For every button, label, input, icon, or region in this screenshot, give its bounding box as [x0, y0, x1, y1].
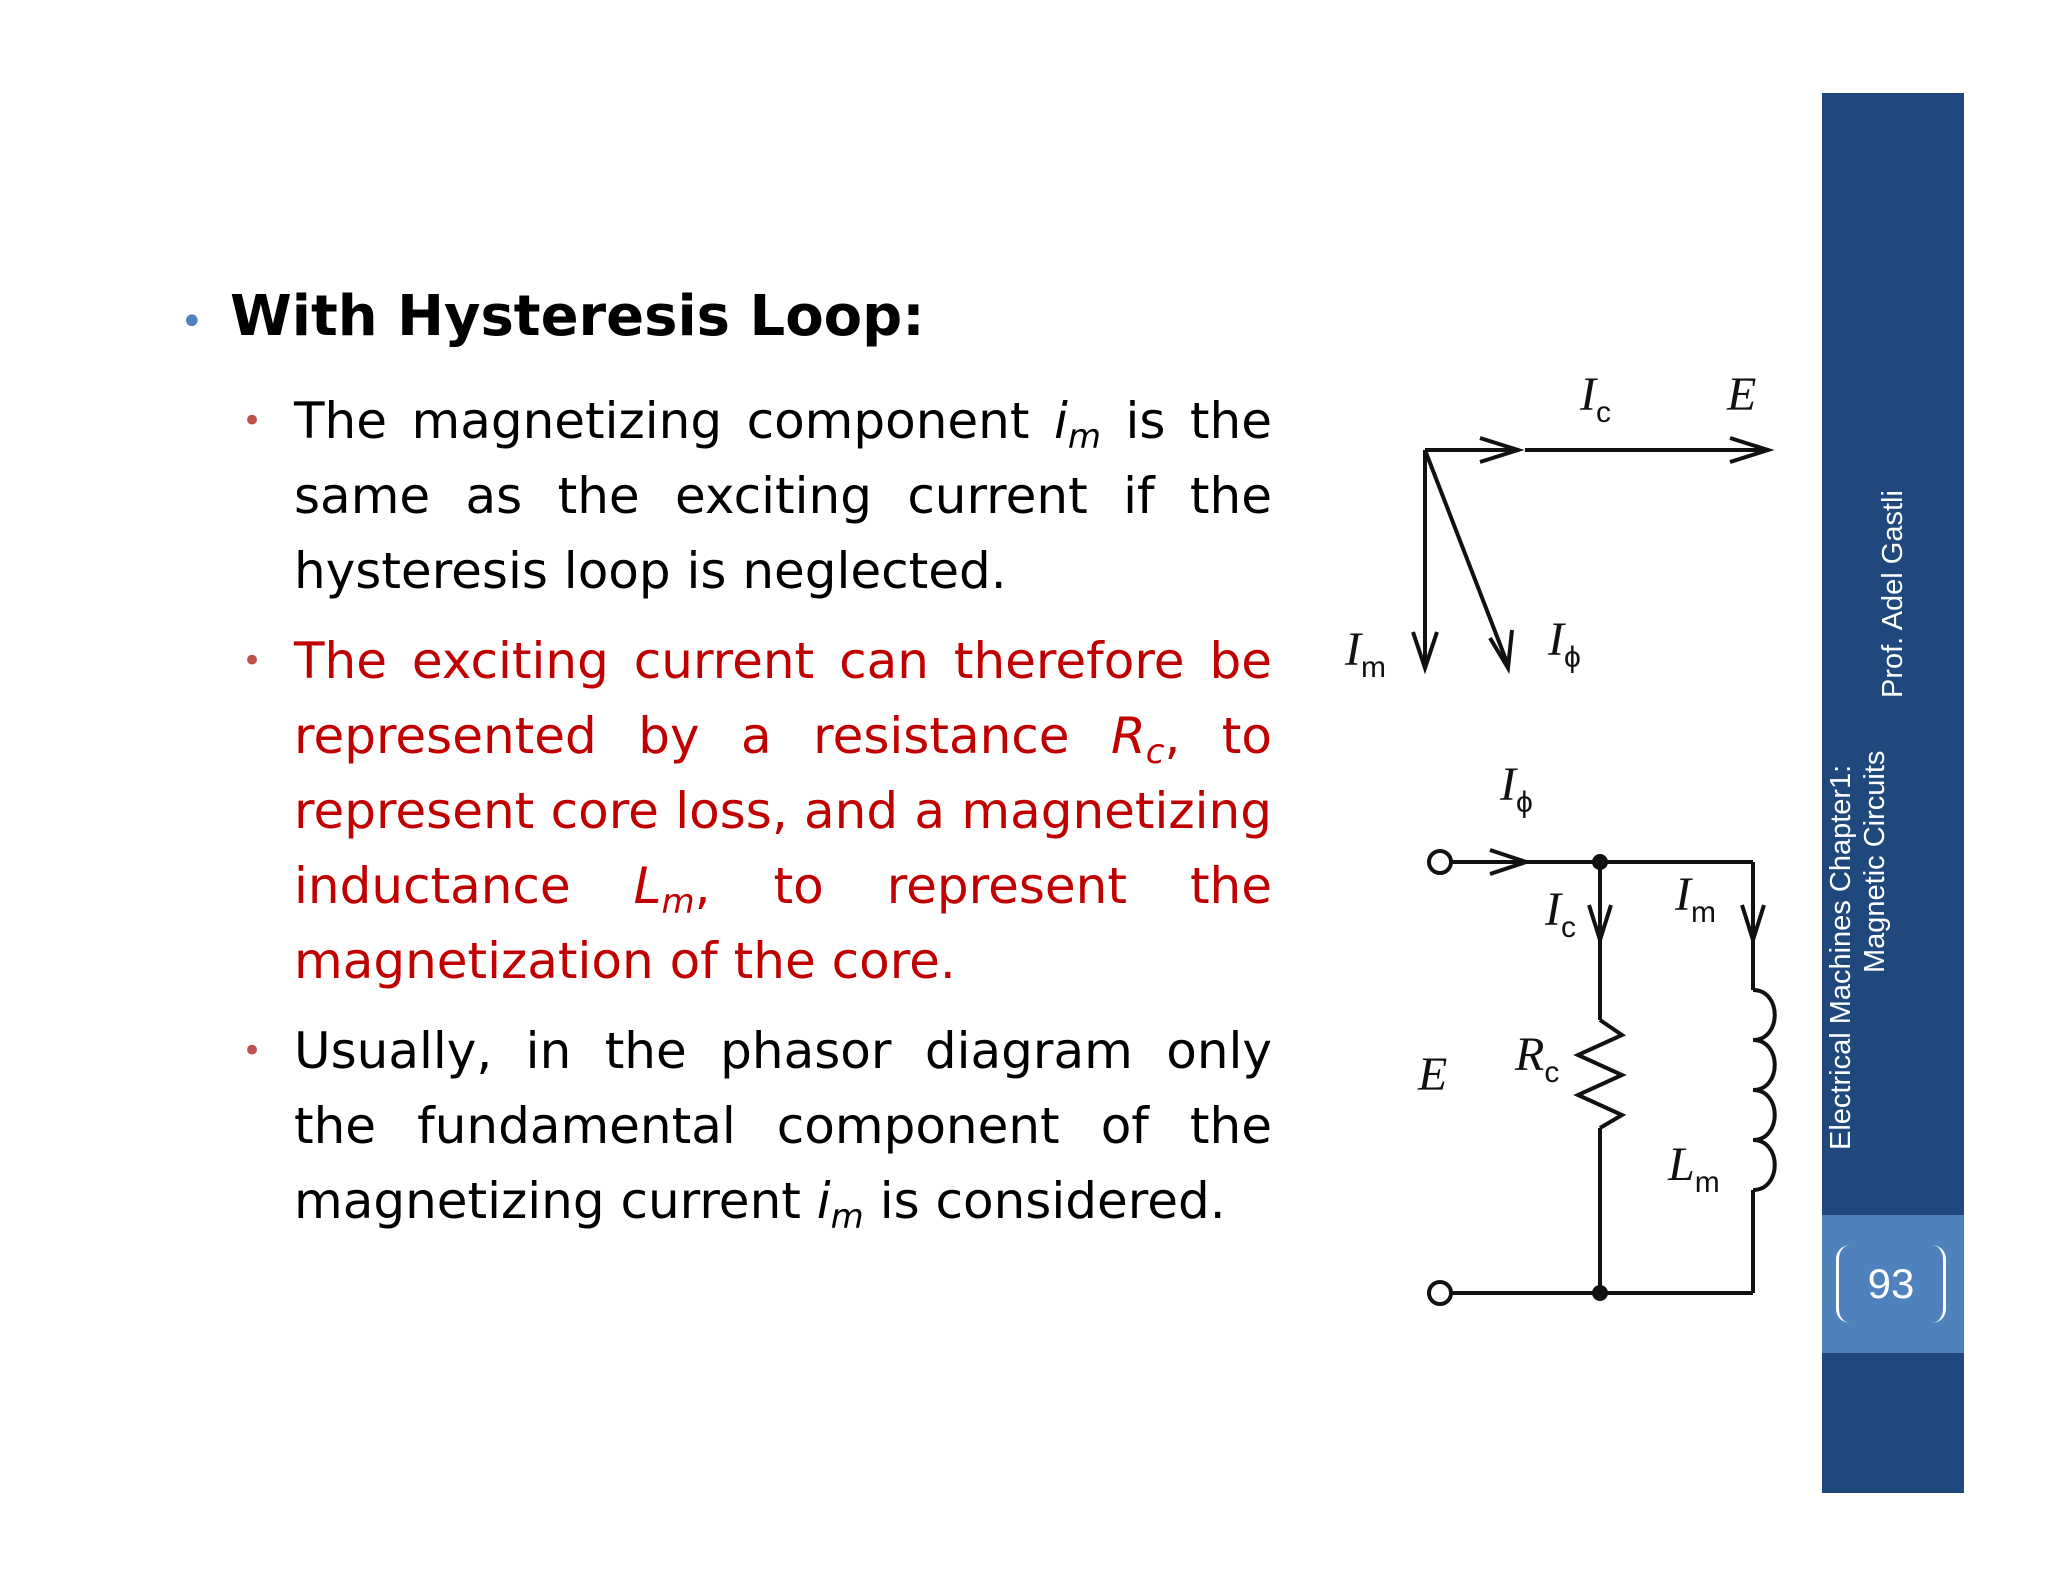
label-rc: $R_c$ — [1515, 1028, 1560, 1089]
subscript-m: m — [661, 882, 695, 922]
inductor-lm — [1753, 990, 1775, 1190]
bullet-magnetizing — [242, 384, 1272, 609]
label-e: E — [1727, 368, 1757, 421]
text-part: Usually, in the phasor diagram only the fundamental component of the magnetizing current — [294, 1022, 1272, 1230]
page-number: 93 — [1836, 1245, 1946, 1323]
label-im-circuit: $I_m$ — [1675, 868, 1716, 929]
heading-row — [180, 282, 925, 352]
equivalent-circuit — [1417, 758, 1775, 1304]
text-part: , to represent the magnetization of the core. — [294, 857, 1273, 990]
label-ic-circuit: $I_c$ — [1545, 883, 1576, 944]
symbol-i: i — [816, 1172, 831, 1230]
label-e-circuit: E — [1418, 1048, 1448, 1101]
phasor-diagram — [1344, 368, 1768, 684]
label-im: $I_m$ — [1345, 623, 1386, 684]
bullet-text — [294, 384, 1272, 609]
phasor-and-circuit-diagram — [1300, 340, 1800, 1340]
label-lm: $L_m$ — [1668, 1138, 1720, 1199]
sidebar-course-line1: Electrical Machines Chapter1: — [1825, 764, 1857, 1150]
subscript-c: c — [1145, 732, 1165, 772]
sidebar — [1822, 93, 1964, 1493]
symbol-L: L — [633, 857, 662, 915]
slide-heading: With Hysteresis Loop: — [230, 284, 925, 349]
text-part: is the same as the exciting current if the hysteresis loop is neglected. — [294, 392, 1272, 600]
sidebar-author: Prof. Adel Gastli — [1877, 490, 1909, 698]
text-part: , to represent core loss, and a magnetizing inductance — [294, 707, 1272, 915]
bullet-text — [294, 624, 1272, 999]
bullet-exciting — [242, 624, 1272, 999]
bullet-dot: • — [242, 1031, 263, 1071]
text-part: The magnetizing component — [294, 392, 1054, 450]
text-part: The exciting current can therefore be represented by a resistance — [294, 632, 1272, 765]
bullet-text — [294, 1014, 1272, 1239]
terminal-bottom — [1429, 1282, 1451, 1304]
subscript-m: m — [1067, 417, 1101, 457]
subscript-m: m — [830, 1197, 864, 1237]
page-number-panel — [1822, 1215, 1964, 1353]
bullet-dot: • — [180, 299, 204, 345]
sidebar-course-line2: Magnetic Circuits — [1859, 750, 1891, 973]
terminal-top — [1429, 851, 1451, 873]
label-iphi-circuit: $I_\phi$ — [1500, 758, 1533, 819]
label-ic: $I_c$ — [1580, 368, 1611, 429]
resistor-rc — [1578, 1020, 1622, 1128]
symbol-i: i — [1053, 392, 1068, 450]
bullet-dot: • — [242, 401, 263, 441]
label-iphi: $I_\phi$ — [1548, 613, 1581, 674]
bullet-dot: • — [242, 641, 263, 681]
symbol-R: R — [1110, 707, 1146, 765]
text-part: is considered. — [863, 1172, 1226, 1230]
bullet-usually — [242, 1014, 1272, 1239]
